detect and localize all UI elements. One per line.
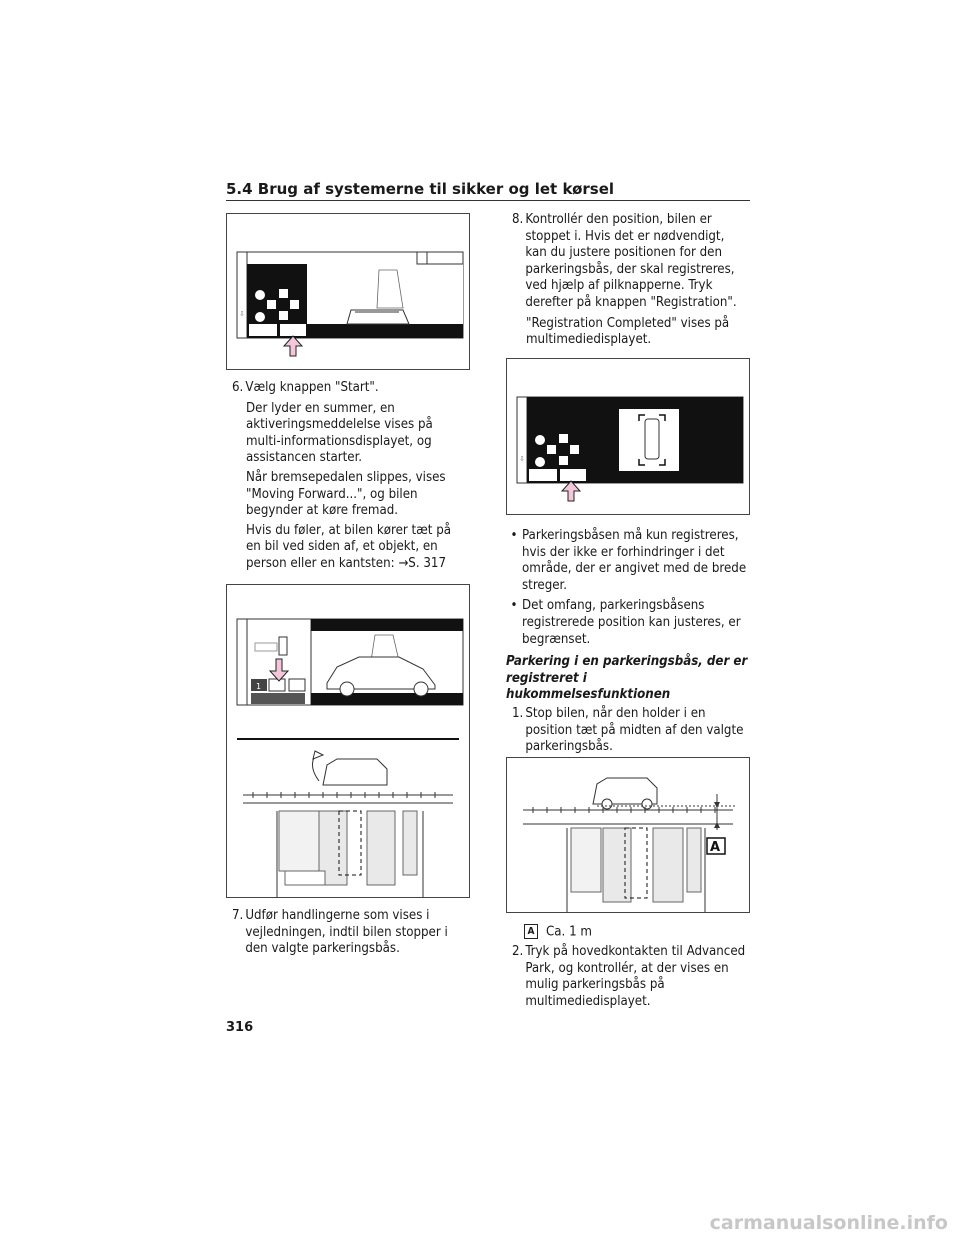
section-header: 5.4 Brug af systemerne til sikker og let kørsel [226, 180, 615, 198]
start-screen-illustration [227, 214, 469, 369]
step-2 [512, 944, 748, 1010]
guidance-illustration [227, 585, 469, 897]
step-2-text: Tryk på hovedkontakten til Advanced Park, og kontrollér, at der vises en mulig parkeringsbås på multimediedisplayet. [525, 944, 746, 1009]
step-8-number: 8. [512, 212, 524, 227]
right-notes [506, 528, 750, 756]
step-1-text: Stop bilen, når den holder i en position tæt på midten af den valgte parkeringsbås. [525, 705, 744, 755]
parking-bay-illustration [507, 758, 749, 912]
step-6-para-1: Der lyder en summer, en aktiveringsmeddelelse vises på multi-informationsdisplayet, og assistancen starter. [246, 400, 433, 466]
legend-badge-a: A [524, 924, 538, 939]
header-divider [226, 200, 750, 201]
step-6 [232, 380, 468, 576]
registration-illustration [507, 359, 749, 514]
step-1-number: 1. [512, 705, 524, 721]
figure-registration-screen [506, 358, 750, 515]
step-6-para-3: Hvis du føler, at bilen kører tæt på en bil ved siden af, et objekt, en person eller en kantsten: →S. 317 [246, 522, 452, 571]
figure-guidance-screen [226, 584, 470, 898]
page-number: 316 [226, 1020, 254, 1035]
figure-parking-bay [506, 757, 750, 913]
bullet-item: • Det omfang, parkeringsbåsens registrerede position kan justeres, er begrænset. [506, 598, 750, 648]
bullet-item: • Parkeringsbåsen må kun registreres, hvis der ikke er forhindringer i det område, der er angivet med de brede streger. [506, 528, 750, 594]
svg-text:⇩: ⇩ [519, 455, 525, 463]
watermark: carmanualsonline.info [709, 1212, 948, 1234]
step-7 [232, 908, 468, 958]
step-8 [512, 212, 748, 352]
legend-text: Ca. 1 m [546, 924, 592, 940]
step-6-para-2: Når bremsepedalen slippes, vises "Moving Forward...", og bilen begynder at køre fremad. [246, 469, 446, 519]
figure-legend [524, 924, 748, 941]
step-8-text: Kontrollér den position, bilen er stoppet i. Hvis det er nødvendigt, kan du justere positionen for den parkeringsbås, der skal registreres, ved hjælp af pilknapperne. Tryk derefter på knappen "Registration". [525, 212, 737, 310]
step-7-number: 7. [232, 908, 244, 923]
step-1 [506, 706, 750, 756]
svg-text:1: 1 [256, 682, 262, 691]
arrow-up-icon [562, 481, 580, 501]
step-6-lead: Vælg knappen "Start". [245, 380, 379, 395]
callout-a: A [710, 840, 721, 855]
bullet-text-1: Parkeringsbåsen må kun registreres, hvis der ikke er forhindringer i det område, der er angivet med de brede streger. [522, 528, 747, 593]
figure-start-screen [226, 213, 470, 370]
step-8-para: "Registration Completed" vises på multimediedisplayet. [526, 315, 730, 348]
svg-text:⇩: ⇩ [239, 310, 245, 318]
step-6-number: 6. [232, 380, 244, 395]
step-7-text: Udfør handlingerne som vises i vejledningen, indtil bilen stopper i den valgte parkeringsbås. [245, 908, 448, 957]
step-2-number: 2. [512, 944, 524, 959]
arrow-up-icon [284, 336, 302, 356]
subsection-heading: Parkering i en parkeringsbås, der er registreret i hukommelsesfunktionen [506, 654, 748, 703]
bullet-text-2: Det omfang, parkeringsbåsens registrerede position kan justeres, er begrænset. [522, 598, 741, 647]
